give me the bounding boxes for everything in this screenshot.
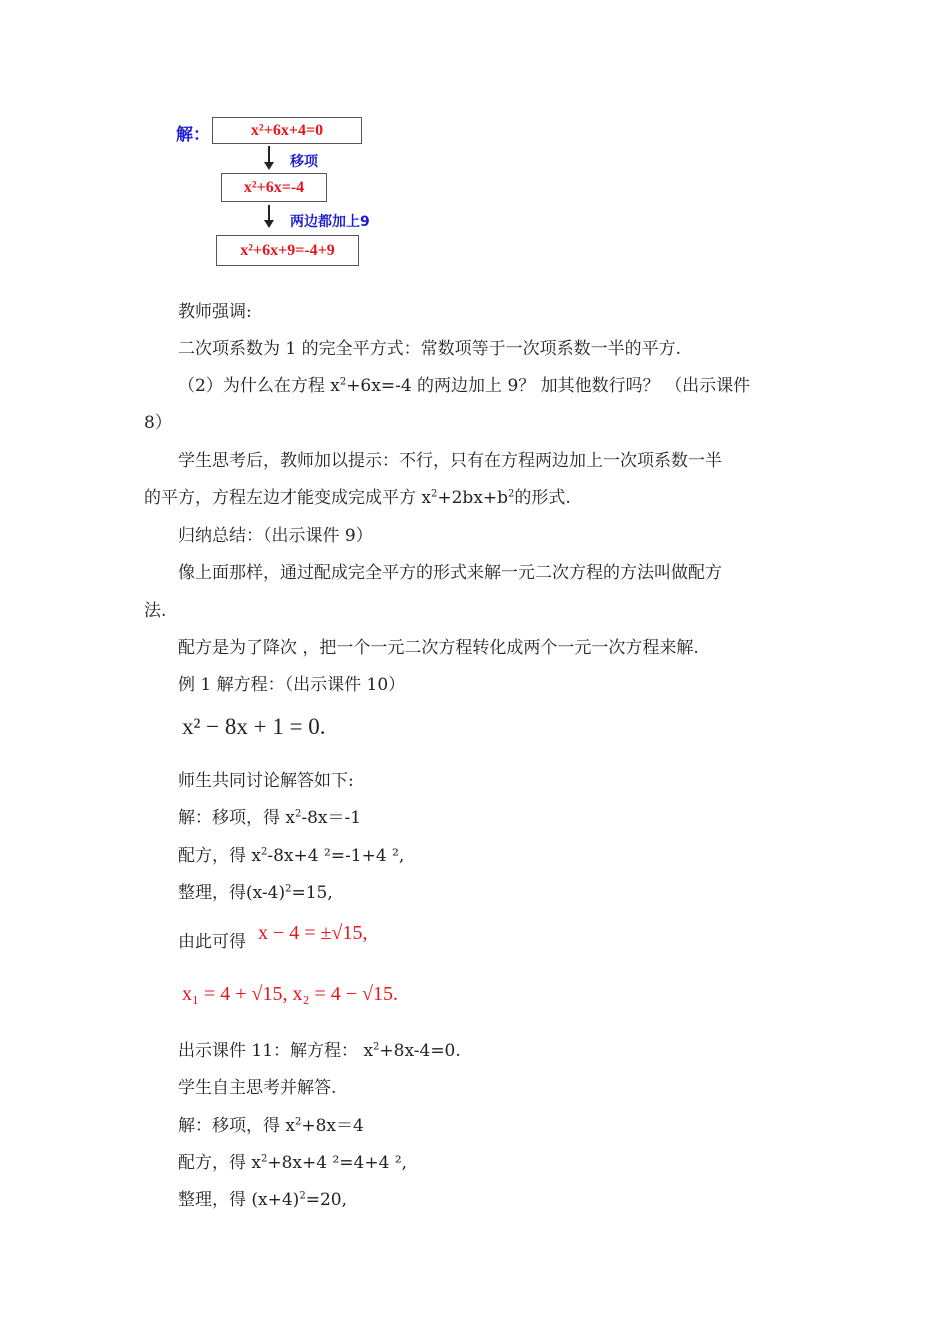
root-expression: x − 4 = ±√15, [258,922,368,944]
example-2-move: 解：移项，得 $x^2+8x=4$ [178,1116,364,1136]
equation-box-3: x²+6x+9=-4+9 [216,235,359,266]
solutions-expression: x₁ = 4 + √15, x₂ = 4 − √15. [182,983,399,1005]
paragraph-question-2-cont: 8） [144,413,172,433]
example-2-instruction: 学生自主思考并解答. [178,1078,337,1098]
paragraph-purpose: 配方是为了降次 ，把一个一元二次方程转化成两个一元一次方程来解. [178,638,699,658]
step-simplify: 整理，得$(x-4)^2=15$, [178,883,333,903]
example-2-prompt: 出示课件 11：解方程： $x^2+8x-4=0$. [178,1041,461,1061]
step-complete-square: 配方，得 $x^2-8x+4$ ²=-1+4 ², [178,846,405,866]
example-1-equation: x² − 8x + 1 = 0. [182,714,326,739]
solve-label: 解： [176,125,210,145]
example-2-simplify: 整理，得 $(x+4)^2=20$, [178,1190,347,1210]
equation-box-1: x²+6x+4=0 [212,117,362,144]
paragraph-discussion: 师生共同讨论解答如下: [178,771,354,791]
paragraph-perfect-square: 二次项系数为 1 的完全平方式：常数项等于一次项系数一半的平方. [178,339,682,359]
paragraph-hint: 学生思考后，教师加以提示：不行，只有在方程两边加上一次项系数一半 [178,451,722,471]
equation-box-2: x²+6x=-4 [221,173,327,202]
paragraph-hint-cont: 的平方，方程左边才能变成完成平方 $x^2+2bx+b^2$的形式. [144,488,571,508]
example-2-complete-square: 配方，得 $x^2+8x+4$ ²=4+4 ², [178,1153,408,1173]
paragraph-question-2: （2）为什么在方程 $x^2+6x=-4$ 的两边加上 9？ 加其他数行吗？ （出示课件 [178,376,751,396]
step-conclude: 由此可得 [178,932,246,952]
arrowhead-icon [264,162,274,170]
step-move: 解：移项，得 $x^2-8x=-1$ [178,808,362,828]
paragraph-definition-cont: 法. [144,601,167,621]
step-move-terms: 移项 [290,154,318,170]
paragraph-teacher-emphasis: 教师强调: [178,302,252,322]
paragraph-summary: 归纳总结：（出示课件 9） [178,526,373,546]
arrowhead-icon [264,220,274,228]
step-add-nine: 两边都加上9 [290,214,370,230]
paragraph-example-1: 例 1 解方程：（出示课件 10） [178,675,406,695]
paragraph-definition: 像上面那样，通过配成完全平方的形式来解一元二次方程的方法叫做配方 [178,563,722,583]
